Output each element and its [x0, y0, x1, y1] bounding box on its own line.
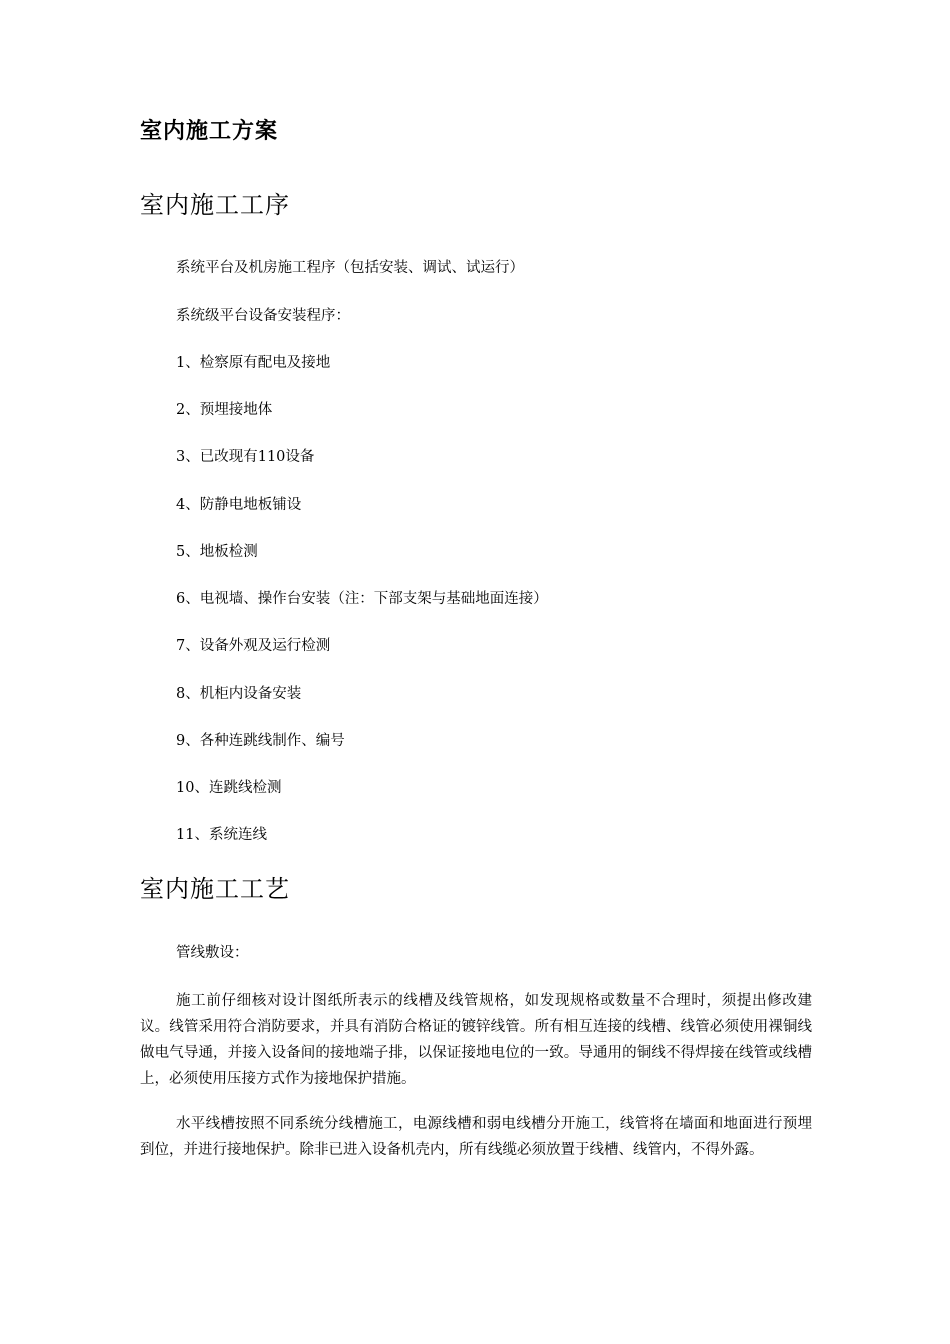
procedure-step: 3、已改现有110设备 [176, 449, 315, 465]
procedure-step: 10、连跳线检测 [176, 780, 282, 796]
document-title: 室内施工方案 [140, 119, 279, 144]
procedure-step: 1、检察原有配电及接地 [176, 355, 331, 371]
section-heading-procedure: 室内施工工序 [140, 191, 290, 219]
procedure-step: 8、机柜内设备安装 [176, 686, 302, 702]
procedure-step: 6、电视墙、操作台安装（注：下部支架与基础地面连接） [176, 591, 548, 607]
procedure-step: 4、防静电地板铺设 [176, 497, 302, 513]
procedure-step: 2、预埋接地体 [176, 402, 273, 418]
technique-paragraph: 施工前仔细核对设计图纸所表示的线槽及线管规格，如发现规格或数量不合理时，须提出修改建议。线管采用符合消防要求，并具有消防合格证的镀锌线管。所有相互连接的线槽、线管必须使用裸铜线做电气导通，并接入设备间的接地端子排，以保证接地电位的一致。导通用的铜线不得焊接在线管或线槽上，必须使用压接方式作为接地保护措施。 [140, 993, 812, 1087]
technique-paragraph: 水平线槽按照不同系统分线槽施工，电源线槽和弱电线槽分开施工，线管将在墙面和地面进行预埋到位，并进行接地保护。除非已进入设备机壳内，所有线缆必须放置于线槽、线管内，不得外露。 [140, 1116, 812, 1158]
section-heading-technique: 室内施工工艺 [140, 875, 290, 903]
procedure-subheading: 系统级平台设备安装程序： [176, 308, 350, 324]
procedure-step: 9、各种连跳线制作、编号 [176, 733, 345, 749]
procedure-step: 11、系统连线 [176, 827, 267, 843]
technique-subheading: 管线敷设： [176, 945, 249, 961]
procedure-intro: 系统平台及机房施工程序（包括安装、调试、试运行） [176, 260, 524, 276]
procedure-step: 5、地板检测 [176, 544, 258, 560]
procedure-step: 7、设备外观及运行检测 [176, 638, 331, 654]
